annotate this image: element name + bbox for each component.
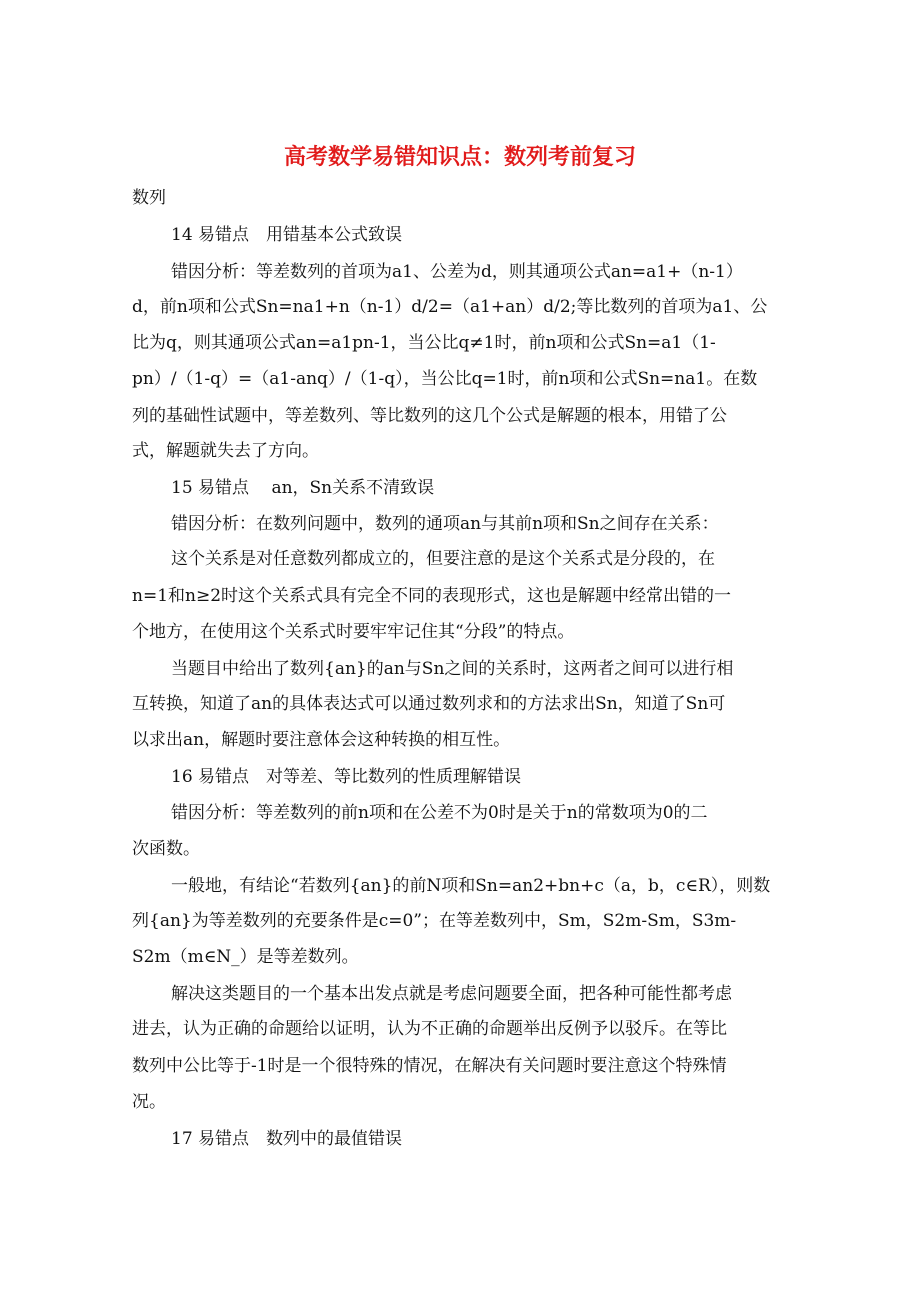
paragraph-line: 错因分析：等差数列的首项为a1、公差为d，则其通项公式an=a1+（n-1）: [171, 262, 743, 282]
item-heading-17: 17 易错点 数列中的最值错误: [171, 1129, 403, 1149]
paragraph-line: 以求出an，解题时要注意体会这种转换的相互性。: [132, 730, 511, 750]
paragraph-line: 比为q，则其通项公式an=a1pn-1，当公比q≠1时，前n项和公式Sn=a1（1-: [132, 333, 716, 353]
paragraph-line: 列{an}为等差数列的充要条件是c=0”；在等差数列中，Sm，S2m-Sm，S3m-: [132, 911, 737, 931]
item-heading-15: 15 易错点 an，Sn关系不清致误: [171, 478, 435, 498]
paragraph-line: 错因分析：等差数列的前n项和在公差不为0时是关于n的常数项为0的二: [171, 803, 708, 823]
paragraph-line: 这个关系是对任意数列都成立的，但要注意的是这个关系式是分段的，在: [171, 549, 715, 569]
paragraph-line: pn）/（1-q）=（a1-anq）/（1-q），当公比q=1时，前n项和公式Sn=na1。在数: [132, 369, 758, 389]
paragraph-line: 错因分析：在数列问题中，数列的通项an与其前n项和Sn之间存在关系：: [171, 514, 719, 534]
paragraph-line: 当题目中给出了数列{an}的an与Sn之间的关系时，这两者之间可以进行相: [171, 659, 734, 679]
paragraph-line: 互转换，知道了an的具体表达式可以通过数列求和的方法求出Sn，知道了Sn可: [132, 694, 726, 714]
paragraph-line: 解决这类题目的一个基本出发点就是考虑问题要全面，把各种可能性都考虑: [171, 984, 732, 1004]
section-heading: 数列: [132, 188, 166, 208]
item-heading-16: 16 易错点 对等差、等比数列的性质理解错误: [171, 767, 522, 787]
paragraph-line: d，前n项和公式Sn=na1+n（n-1）d/2=（a1+an）d/2;等比数列的首项为a1、公: [132, 297, 768, 317]
page-title: 高考数学易错知识点：数列考前复习: [283, 144, 636, 170]
paragraph-line: 一般地，有结论“若数列{an}的前N项和Sn=an2+bn+c（a，b，c∈R），则数: [171, 876, 771, 896]
item-heading-14: 14 易错点 用错基本公式致误: [171, 225, 403, 245]
paragraph-line: 列的基础性试题中，等差数列、等比数列的这几个公式是解题的根本，用错了公: [132, 406, 727, 426]
paragraph-line: 数列中公比等于-1时是一个很特殊的情况，在解决有关问题时要注意这个特殊情: [132, 1056, 727, 1076]
paragraph-line: 进去，认为正确的命题给以证明，认为不正确的命题举出反例予以驳斥。在等比: [132, 1019, 727, 1039]
paragraph-line: S2m（m∈N_）是等差数列。: [132, 947, 359, 967]
paragraph-line: 次函数。: [132, 839, 200, 859]
paragraph-line: 个地方，在使用这个关系式时要牢牢记住其“分段”的特点。: [132, 622, 575, 642]
paragraph-line: n=1和n≥2时这个关系式具有完全不同的表现形式，这也是解题中经常出错的一: [132, 586, 732, 606]
paragraph-line: 况。: [132, 1092, 166, 1112]
paragraph-line: 式，解题就失去了方向。: [132, 441, 319, 461]
